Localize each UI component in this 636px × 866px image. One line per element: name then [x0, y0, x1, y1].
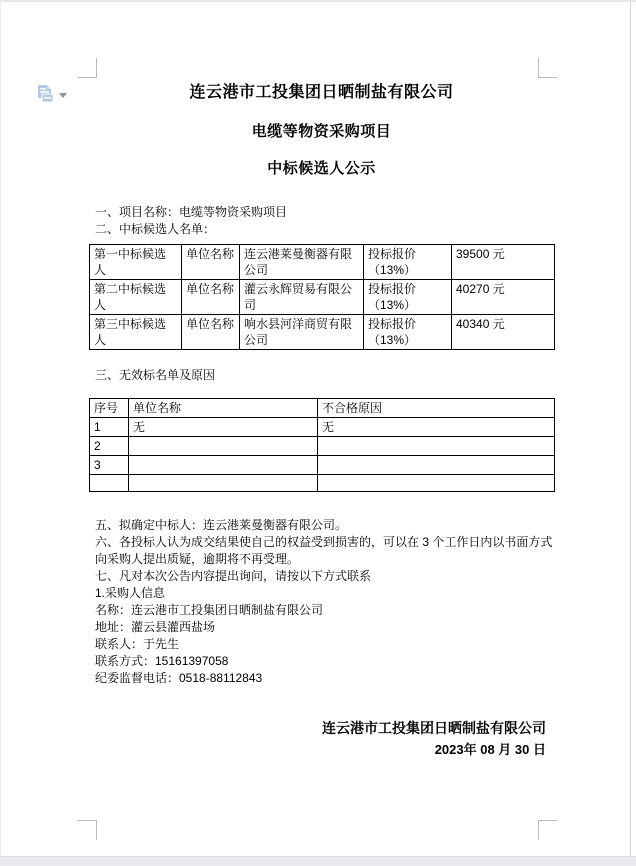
purchaser-contact-line: 联系人：于先生 — [95, 637, 180, 651]
signature-date: 2023年 08 月 30 日 — [434, 742, 546, 757]
text-boundary-mark-bottom-right — [538, 820, 557, 840]
unit-name-cell — [129, 437, 318, 456]
doc-title-announcement: 中标候选人公示 — [267, 160, 376, 177]
unit-label-cell: 单位名称 — [182, 280, 240, 315]
header-serial-no: 序号 — [90, 399, 129, 418]
serial-no-cell: 1 — [90, 418, 129, 437]
price-label-cell: 投标报价（13%） — [364, 315, 452, 350]
invalid-bids-table — [89, 398, 555, 492]
purchaser-address-line: 地址：灌云县灌西盐场 — [95, 620, 216, 634]
unit-name-cell: 灌云永辉贸易有限公司 — [240, 280, 364, 315]
section-3-invalid-bids-heading: 三、无效标名单及原因 — [95, 368, 216, 382]
invalid-row-1 — [90, 418, 555, 437]
doc-title-project: 电缆等物资采购项目 — [251, 123, 392, 140]
price-value-cell: 40270 元 — [452, 280, 555, 315]
reason-cell — [318, 456, 555, 475]
serial-no-cell: 2 — [90, 437, 129, 456]
header-unit-name: 单位名称 — [129, 399, 318, 418]
invalid-row-4 — [90, 475, 555, 492]
header-reason: 不合格原因 — [318, 399, 555, 418]
section-7-contact-notice: 七、凡对本次公告内容提出询问，请按以下方式联系 — [95, 569, 372, 583]
unit-name-cell: 无 — [129, 418, 318, 437]
candidates-table — [89, 244, 555, 350]
section-6-objection-notice: 六、各投标人认为成交结果使自己的权益受到损害的，可以在 3 个工作日内以书面方式向采购人提出质疑，逾期将不再受理。 — [95, 535, 553, 566]
page-right-edge — [630, 2, 631, 856]
section-5-winner: 五、拟确定中标人：连云港莱曼衡器有限公司。 — [95, 518, 348, 532]
price-value-cell: 39500 元 — [452, 245, 555, 280]
purchaser-info-header: 1.采购人信息 — [95, 586, 166, 600]
reason-cell — [318, 475, 555, 492]
paste-options-icon — [36, 84, 55, 104]
invalid-row-3 — [90, 456, 555, 475]
page-bottom-edge — [0, 856, 636, 866]
signature-company: 连云港市工投集团日晒制盐有限公司 — [322, 720, 546, 736]
paste-options-dropdown-icon[interactable] — [59, 93, 67, 98]
candidate-rank-cell: 第一中标候选人 — [90, 245, 182, 280]
candidate-row-3 — [90, 315, 555, 350]
purchaser-phone-line: 联系方式：15161397058 — [95, 654, 229, 668]
reason-cell: 无 — [318, 418, 555, 437]
signature-block — [89, 717, 554, 761]
reason-cell — [318, 437, 555, 456]
unit-label-cell: 单位名称 — [182, 245, 240, 280]
unit-label-cell: 单位名称 — [182, 315, 240, 350]
purchaser-name-line: 名称：连云港市工投集团日晒制盐有限公司 — [95, 603, 324, 617]
price-label-cell: 投标报价（13%） — [364, 280, 452, 315]
candidate-row-1 — [90, 245, 555, 280]
serial-no-cell — [90, 475, 129, 492]
page-left-edge — [0, 0, 1, 856]
document-content — [89, 0, 554, 761]
candidate-rank-cell: 第三中标候选人 — [90, 315, 182, 350]
candidate-rank-cell: 第二中标候选人 — [90, 280, 182, 315]
unit-name-cell: 连云港莱曼衡器有限公司 — [240, 245, 364, 280]
invalid-table-header-row — [90, 399, 555, 418]
section-2-candidates-heading: 二、中标候选人名单： — [95, 222, 216, 236]
price-label-cell: 投标报价（13%） — [364, 245, 452, 280]
unit-name-cell — [129, 456, 318, 475]
candidate-row-2 — [90, 280, 555, 315]
section-1-project-name: 一、项目名称：电缆等物资采购项目 — [95, 205, 288, 219]
text-boundary-mark-bottom-left — [78, 820, 97, 840]
supervision-phone-line: 纪委监督电话：0518-88112843 — [95, 671, 263, 685]
unit-name-cell: 响水县河洋商贸有限公司 — [240, 315, 364, 350]
serial-no-cell: 3 — [90, 456, 129, 475]
price-value-cell: 40340 元 — [452, 315, 555, 350]
invalid-row-2 — [90, 437, 555, 456]
doc-title-company: 连云港市工投集团日晒制盐有限公司 — [189, 84, 454, 101]
paste-options-button[interactable] — [36, 83, 70, 105]
unit-name-cell — [129, 475, 318, 492]
